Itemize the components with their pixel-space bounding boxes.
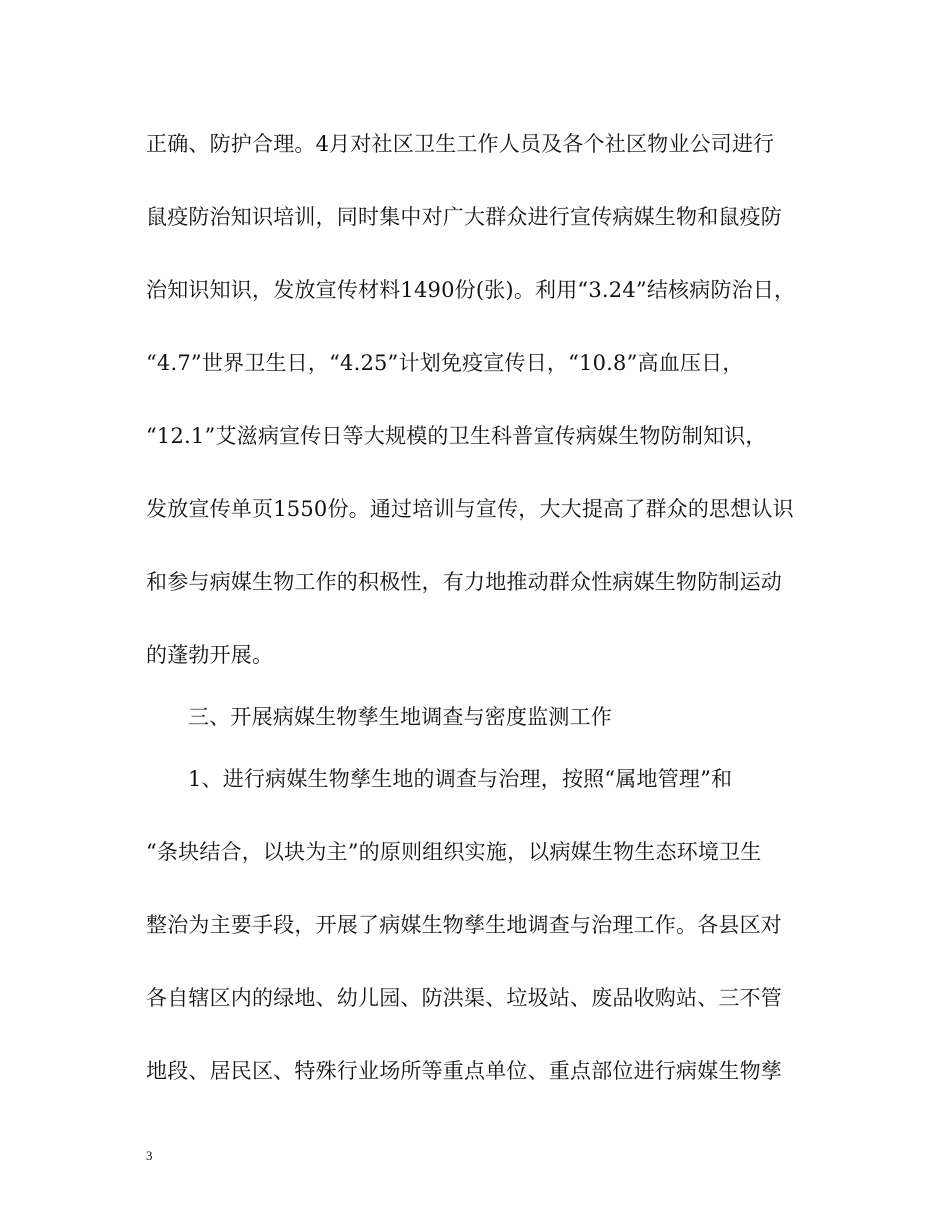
paragraph-line: 1、进行病媒生物孳生地的调查与治理，按照“属地管理”和 <box>188 767 733 791</box>
paragraph-line: “12.1”艾滋病宣传日等大规模的卫生科普宣传病媒生物防制知识， <box>146 424 767 448</box>
paragraph-line: 各自辖区内的绿地、幼儿园、防洪渠、垃圾站、废品收购站、三不管 <box>146 986 782 1010</box>
paragraph-line: 正确、防护合理。4月对社区卫生工作人员及各个社区物业公司进行 <box>146 132 775 156</box>
paragraph-line: 发放宣传单页1550份。通过培训与宣传，大大提高了群众的思想认识 <box>146 497 794 521</box>
paragraph-line: 地段、居民区、特殊行业场所等重点单位、重点部位进行病媒生物孳 <box>146 1059 782 1083</box>
paragraph-line: “4.7”世界卫生日，“4.25”计划免疫宣传日，“10.8”高血压日， <box>146 351 744 375</box>
paragraph-line: 治知识知识，发放宣传材料1490份(张)。利用“3.24”结核病防治日， <box>146 278 796 302</box>
paragraph-line: 的蓬勃开展。 <box>146 643 274 667</box>
paragraph-line: 和参与病媒生物工作的积极性，有力地推动群众性病媒生物防制运动 <box>146 570 782 594</box>
paragraph-line: “条块结合，以块为主”的原则组织实施，以病媒生物生态环境卫生 <box>146 840 762 864</box>
section-heading: 三、开展病媒生物孳生地调查与密度监测工作 <box>188 705 612 729</box>
page-number: 3 <box>146 1148 153 1163</box>
paragraph-line: 整治为主要手段，开展了病媒生物孳生地调查与治理工作。各县区对 <box>146 913 782 937</box>
paragraph-line: 鼠疫防治知识培训，同时集中对广大群众进行宣传病媒生物和鼠疫防 <box>146 205 782 229</box>
